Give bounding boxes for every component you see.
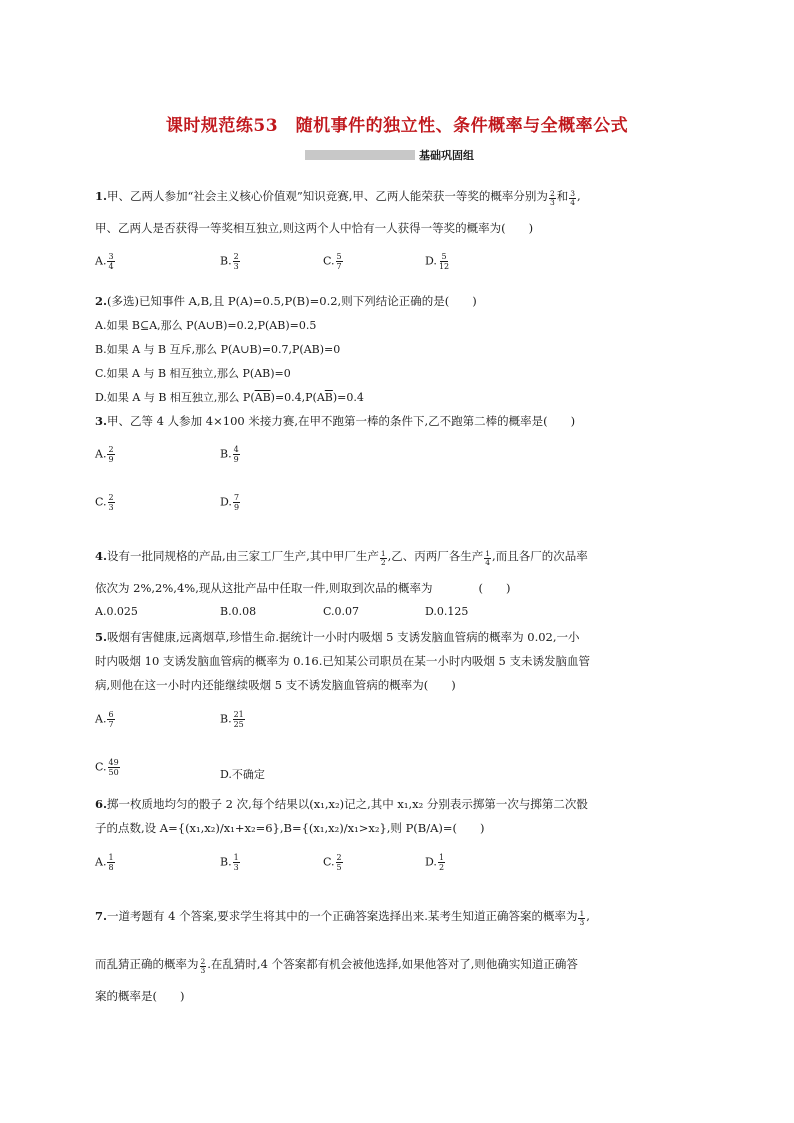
q3-option-c[interactable]: C. $\frac{2}{3}$ xyxy=(95,493,114,512)
q1-option-d[interactable]: D. $\frac{5}{12}$ xyxy=(425,252,450,271)
q5-option-d[interactable]: D.不确定 xyxy=(220,768,265,781)
q5-option-b[interactable]: B. $\frac{21}{25}$ xyxy=(220,710,244,729)
q1-option-c[interactable]: C. $\frac{5}{7}$ xyxy=(323,252,342,271)
q5-line1: 5.吸烟有害健康,远离烟草,珍惜生命.据统计一小时内吸烟 5 支诱发脑血管病的概率为 0.02,一小 xyxy=(95,630,580,644)
q6-line1: 6.掷一枚质地均匀的骰子 2 次,每个结果以(x₁,x₂)记之,其中 x₁,x₂ 分别表示掷第一次与掷第二次骰 xyxy=(95,797,588,811)
q4-line2: 依次为 2%,2%,4%,现从这批产品中任取一件,则取到次品的概率为 ( ) xyxy=(95,581,511,595)
q4-option-b[interactable]: B.0.08 xyxy=(220,605,257,618)
q3-option-a[interactable]: A. $\frac{2}{9}$ xyxy=(95,445,114,464)
q3-line1: 3.甲、乙等 4 人参加 4×100 米接力赛,在甲不跑第一棒的条件下,乙不跑第二棒的概率是( ) xyxy=(95,414,576,428)
q1-frac2: $\frac{3}{4}$ xyxy=(570,189,575,207)
q2-line1: 2.(多选)已知事件 A,B,且 P(A)=0.5,P(B)=0.2,则下列结论正确的是( ) xyxy=(95,294,477,308)
section-label: 基础巩固组 xyxy=(419,149,474,162)
q1-line1: 1.甲、乙两人参加“社会主义核心价值观”知识竞赛,甲、乙两人能荣获一等奖的概率分别为 $\frac{2}{3}$ 和 $\frac{3}{4}$ , xyxy=(95,189,581,207)
q4-option-c[interactable]: C.0.07 xyxy=(323,605,360,618)
q4-option-d[interactable]: D.0.125 xyxy=(425,605,469,618)
q1-and: 和 xyxy=(556,189,569,203)
section-divider-bar xyxy=(305,150,415,160)
q3-option-d[interactable]: D. $\frac{7}{9}$ xyxy=(220,493,240,512)
q1-frac1: $\frac{2}{3}$ xyxy=(549,189,555,207)
q5-line2: 时内吸烟 10 支诱发脑血管病的概率为 0.16.已知某公司职员在某一小时内吸烟 5 支未诱发脑血管 xyxy=(95,654,590,668)
q3-option-b[interactable]: B. $\frac{4}{9}$ xyxy=(220,445,239,464)
q1-text: 甲、乙两人参加“社会主义核心价值观”知识竞赛,甲、乙两人能荣获一等奖的概率分别为 xyxy=(107,189,548,203)
q5-option-c[interactable]: C. $\frac{49}{50}$ xyxy=(95,758,119,777)
q1-option-a[interactable]: A. $\frac{3}{4}$ xyxy=(95,252,114,271)
q2-option-a[interactable]: A.如果 B⊆A,那么 P(A∪B)=0.2,P(AB)=0.5 xyxy=(95,319,317,332)
q2-option-b[interactable]: B.如果 A 与 B 互斥,那么 P(A∪B)=0.7,P(AB)=0 xyxy=(95,343,341,356)
q1-option-b[interactable]: B. $\frac{2}{3}$ xyxy=(220,252,239,271)
q1-line2: 甲、乙两人是否获得一等奖相互独立,则这两个人中恰有一人获得一等奖的概率为( ) xyxy=(95,221,534,235)
q6-option-d[interactable]: D. $\frac{1}{2}$ xyxy=(425,853,445,872)
q6-option-b[interactable]: B. $\frac{1}{3}$ xyxy=(220,853,239,872)
page-title: 课时规范练53 随机事件的独立性、条件概率与全概率公式 xyxy=(165,116,629,136)
q2-option-c[interactable]: C.如果 A 与 B 相互独立,那么 P(AB)=0 xyxy=(95,367,291,380)
q5-option-a[interactable]: A. $\frac{6}{7}$ xyxy=(95,710,114,729)
q6-option-c[interactable]: C. $\frac{2}{5}$ xyxy=(323,853,342,872)
q7-line1: 7.一道考题有 4 个答案,要求学生将其中的一个正确答案选择出来.某考生知道正确答案的概率为 $\frac{1}{3}$ , xyxy=(95,909,590,927)
q7-line3: 案的概率是( ) xyxy=(95,989,185,1003)
q7-line2: 而乱猜正确的概率为 $\frac{2}{3}$ .在乱猜时,4 个答案都有机会被他选择,如果他答对了,则他确实知道正确答 xyxy=(95,957,578,975)
q4-line1: 4.设有一批同规格的产品,由三家工厂生产,其中甲厂生产 $\frac{1}{2}$ ,乙、丙两厂各生产 $\frac{1}{4}$ ,而且各厂的次品率 xyxy=(95,549,588,567)
q5-line3: 病,则他在这一小时内还能继续吸烟 5 支不诱发脑血管病的概率为( ) xyxy=(95,678,456,692)
q4-option-a[interactable]: A.0.025 xyxy=(95,605,138,618)
q1-number: 1. xyxy=(95,189,108,203)
q6-line2: 子的点数,设 A={(x₁,x₂)/x₁+x₂=6},B={(x₁,x₂)/x₁>x₂},则 P(B/A)=( ) xyxy=(95,821,485,835)
q2-option-d[interactable]: D.如果 A 与 B 相互独立,那么 $P(\overline{AB})=0.4,P(A\overline{B})=0.4$ xyxy=(95,391,364,404)
q6-option-a[interactable]: A. $\frac{1}{8}$ xyxy=(95,853,114,872)
